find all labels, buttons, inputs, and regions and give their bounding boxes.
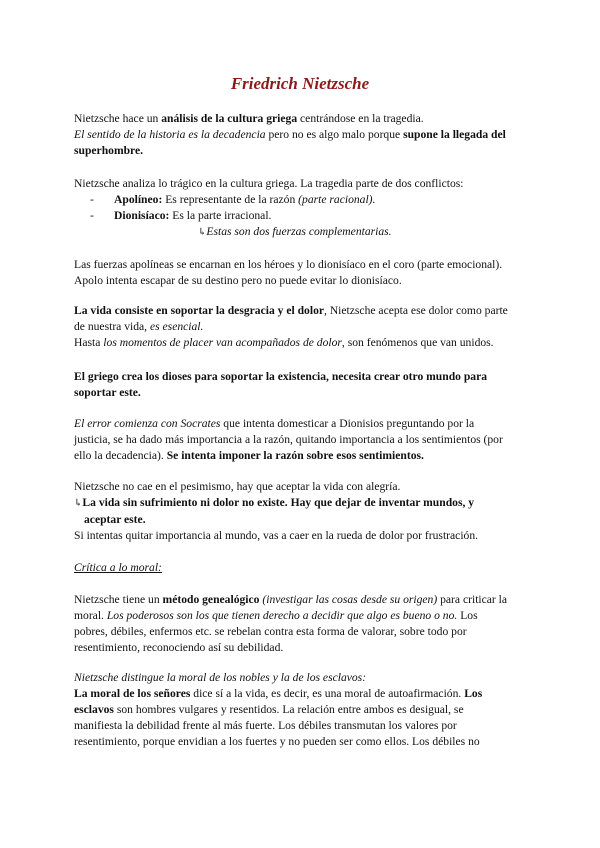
- section-heading: [74, 560, 534, 576]
- bold-text: análisis de la cultura griega: [161, 112, 298, 125]
- bold-text: Dionisíaco:: [114, 209, 170, 222]
- italic-text: Los poderosos son los que tienen derecho a decidir que algo es bueno o no.: [106, 609, 458, 622]
- text: , son fenómenos que van unidos.: [341, 336, 494, 349]
- text: resentimiento, porque envidian a los fuertes y no pueden ser como ellos. Los débiles no: [74, 735, 480, 748]
- text: Es representante de la razón: [162, 193, 299, 206]
- italic-text: Nietzsche distingue la moral de los nobles y la de los esclavos:: [74, 671, 367, 684]
- bold-text: método genealógico: [162, 593, 260, 606]
- text: resentimiento, reconociendo así su debilidad.: [74, 641, 284, 654]
- italic-text: es esencial.: [149, 320, 204, 333]
- bullet-dash: -: [90, 209, 94, 222]
- paragraph-life: [74, 303, 534, 351]
- bold-text: La vida sin sufrimiento ni dolor no existe. Hay que dejar de inventar mundos, y: [82, 496, 475, 509]
- bold-text: supone la llegada del: [403, 128, 506, 141]
- text: Nietzsche hace un: [74, 112, 162, 125]
- paragraph-intro: [74, 111, 534, 159]
- bold-text: superhombre.: [74, 144, 144, 157]
- italic-text: los momentos de placer van acompañados de dolor: [103, 336, 342, 349]
- text: Apolo intenta escapar de su destino pero no puede evitar lo dionisíaco.: [74, 274, 402, 287]
- text: moral.: [74, 609, 107, 622]
- paragraph-socrates: [74, 416, 534, 464]
- paragraph-pessimism: [74, 479, 534, 544]
- text: ello la decadencia).: [74, 449, 167, 462]
- bold-text: soportar este.: [74, 386, 141, 399]
- bold-text: El griego crea los dioses para soportar la existencia, necesita crear otro mundo para: [74, 370, 488, 383]
- bullet-dash: -: [90, 193, 94, 206]
- heading-text: Crítica a lo moral:: [74, 561, 162, 574]
- arrow-icon: ↳: [74, 498, 83, 509]
- text: Los: [457, 609, 478, 622]
- italic-text: Estas son dos fuerzas complementarias.: [206, 225, 392, 238]
- paragraph-morals: [74, 670, 534, 750]
- italic-text: El sentido de la historia es la decadencia: [74, 128, 266, 141]
- text: pobres, débiles, enfermos etc. se rebelan contra esta forma de valorar, sobre todo por: [74, 625, 467, 638]
- text: son hombres vulgares y resentidos. La relación entre ambos es desigual, se: [113, 703, 464, 716]
- bold-text: Apolíneo:: [114, 193, 163, 206]
- text: para criticar la: [437, 593, 508, 606]
- paragraph-forces: [74, 257, 534, 289]
- text: manifiesta la debilidad frente al más fuerte. Los débiles transmutan los valores por: [74, 719, 457, 732]
- text: Las fuerzas apolíneas se encarnan en los héroes y lo dionisíaco en el coro (parte emocional).: [74, 258, 503, 271]
- text: dice sí a la vida, es decir, es una moral de autoafirmación.: [190, 687, 465, 700]
- complementary-note: [198, 224, 528, 241]
- text: justicia, se ha dado más importancia a la razón, quitando importancia a los sentimientos (por: [74, 433, 503, 446]
- paragraph-conflicts: [74, 176, 534, 192]
- text: pero no es algo malo porque: [265, 128, 404, 141]
- page-title: Friedrich Nietzsche: [230, 74, 370, 93]
- text: Nietzsche no cae en el pesimismo, hay que aceptar la vida con alegría.: [74, 480, 401, 493]
- italic-text: El error comienza con Socrates: [74, 417, 221, 430]
- text: de nuestra vida,: [74, 320, 150, 333]
- text: Hasta: [74, 336, 104, 349]
- arrow-icon: ↳: [198, 227, 207, 238]
- bold-text: aceptar este.: [84, 513, 146, 526]
- bold-text: La moral de los señores: [74, 687, 191, 700]
- bold-text: esclavos: [74, 703, 114, 716]
- italic-text: (parte racional).: [298, 193, 376, 206]
- paragraph-method: [74, 592, 534, 656]
- text: Es la parte irracional.: [169, 209, 272, 222]
- paragraph-gods: [74, 369, 534, 401]
- italic-text: (investigar las cosas desde su origen): [262, 593, 438, 606]
- text: Nietzsche analiza lo trágico en la cultura griega. La tragedia parte de dos conflictos:: [74, 177, 464, 190]
- text: que intenta domesticar a Dionisios preguntando por la: [220, 417, 475, 430]
- text: Si intentas quitar importancia al mundo, vas a caer en la rueda de dolor por frustración.: [74, 529, 479, 542]
- text: centrándose en la tragedia.: [297, 112, 424, 125]
- bold-text: La vida consiste en soportar la desgracia y el dolor: [74, 304, 325, 317]
- text: Nietzsche tiene un: [74, 593, 163, 606]
- bold-text: Los: [464, 687, 483, 700]
- bold-text: Se intenta imponer la razón sobre esos sentimientos.: [166, 449, 424, 462]
- text: , Nietzsche acepta ese dolor como parte: [324, 304, 508, 317]
